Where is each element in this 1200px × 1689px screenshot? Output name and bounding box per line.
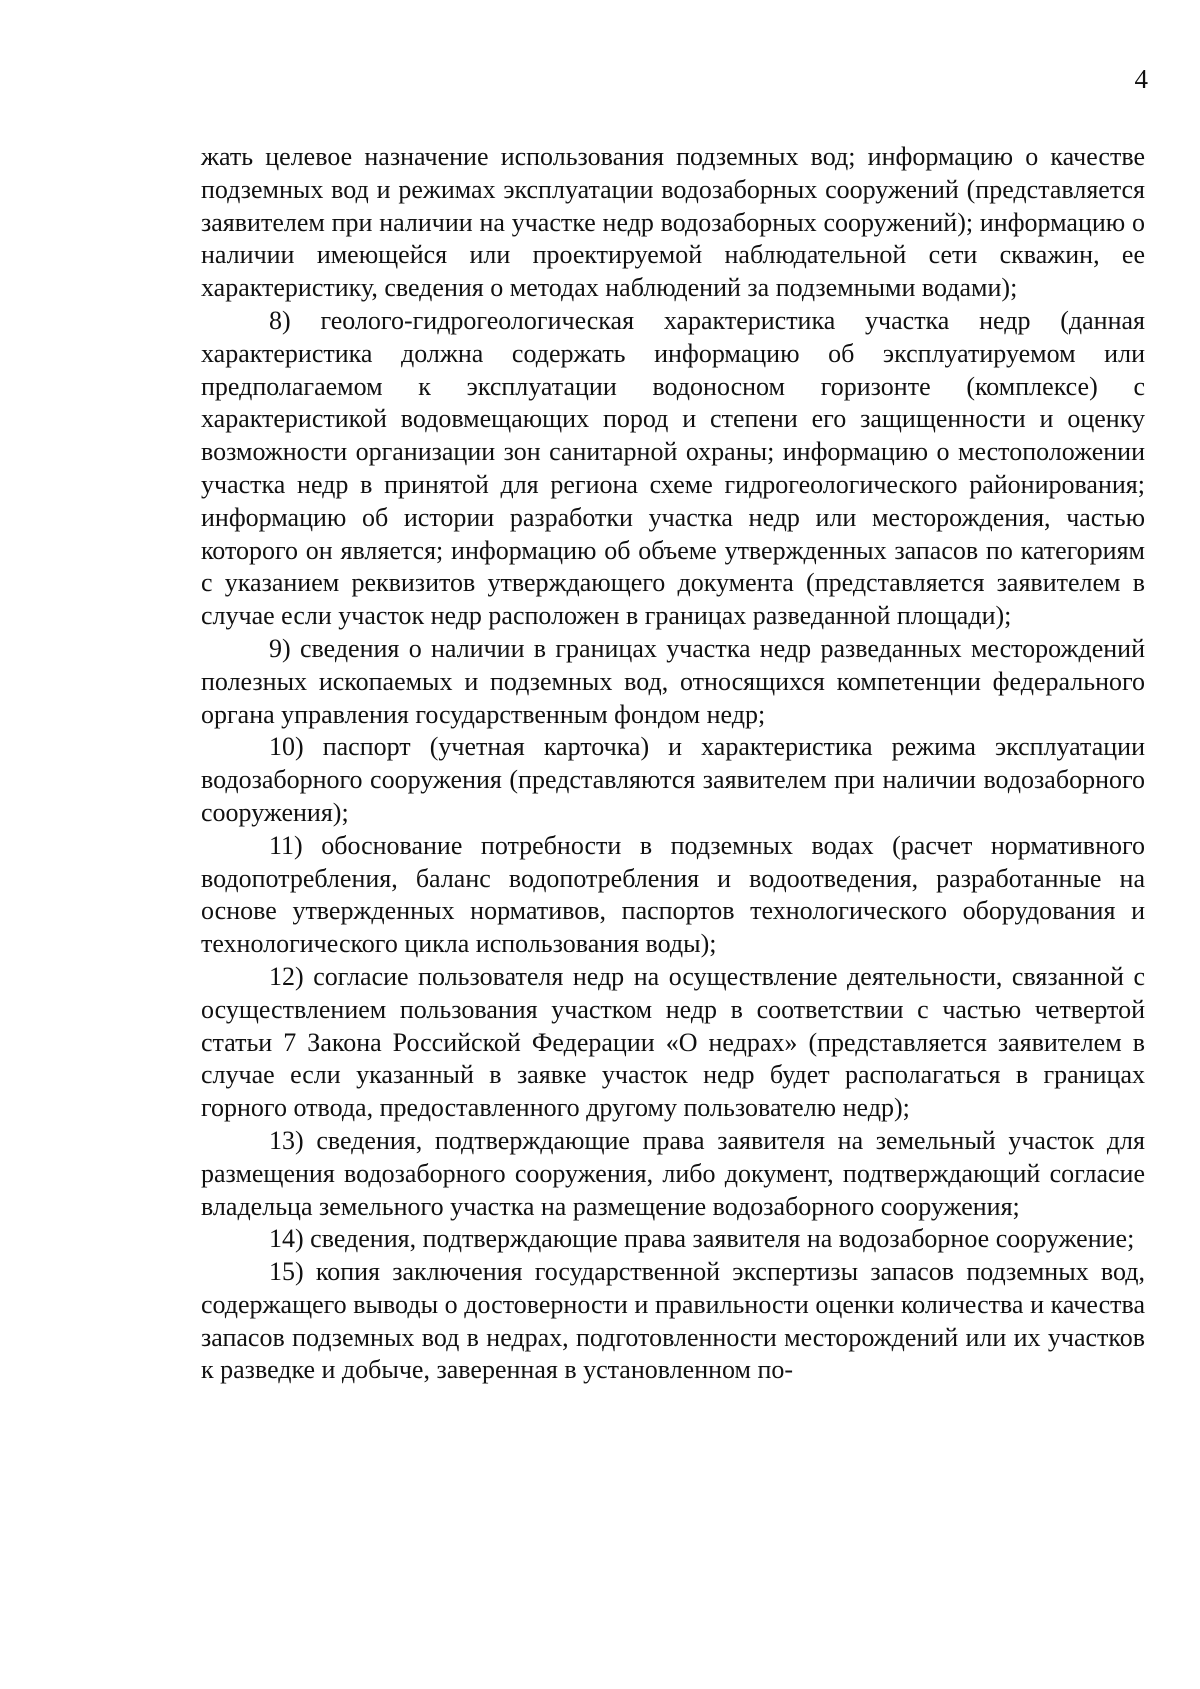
page-number: 4 [1134, 64, 1148, 94]
paragraph-continuation: жать целевое назначение использования подземных вод; информацию о качестве подземных вод и режимах эксплуатации водозаборных сооружений (представляется заявителем при наличии на участке недр водозаборных сооружений); информацию о наличии имеющейся или проектируемой наблюдательной сети скважин, ее характеристику, сведения о методах наблюдений за подземными водами); [201, 142, 1145, 303]
paragraph-item-11: 11) обоснование потребности в подземных водах (расчет нормативного водопотребления, баланс водопотребления и водоотведения, разработанные на основе утвержденных нормативов, паспортов технологического оборудования и технологического цикла использования воды); [201, 830, 1145, 959]
paragraph-item-10: 10) паспорт (учетная карточка) и характеристика режима эксплуатации водозаборного сооружения (представляются заявителем при наличии водозаборного сооружения); [201, 732, 1145, 827]
paragraph-item-9: 9) сведения о наличии в границах участка недр разведанных месторождений полезных ископаемых и подземных вод, относящихся компетенции федерального органа управления государственным фондом недр; [201, 633, 1145, 729]
paragraph-item-14: 14) сведения, подтверждающие права заявителя на водозаборное сооружение; [269, 1224, 1135, 1254]
paragraph-item-13: 13) сведения, подтверждающие права заявителя на земельный участок для размещения водозаборного сооружения, либо документ, подтверждающий согласие владельца земельного участка на размещение водозаборного сооружения; [201, 1125, 1145, 1221]
document-body [201, 141, 1145, 1387]
paragraph-item-15: 15) копия заключения государственной экспертизы запасов подземных вод, содержащего выводы о достоверности и правильности оценки количества и качества запасов подземных вод в недрах, подготовленности месторождений или их участков к разведке и добыче, заверенная в установленном по- [201, 1257, 1145, 1385]
paragraph-item-8: 8) геолого-гидрогеологическая характеристика участка недр (данная характеристика должна содержать информацию об эксплуатируемом или предполагаемом к эксплуатации водоносном горизонте (комплексе) с характеристикой водовмещающих пород и степени его защищенности и оценку возможности организации зон санитарной охраны; информацию о местоположении участка недр в принятой для региона схеме гидрогеологического районирования; информацию об истории разработки участка недр или месторождения, частью которого он является; информацию об объеме утвержденных запасов по категориям с указанием реквизитов утверждающего документа (представляется заявителем в случае если участок недр расположен в границах разведанной площади); [201, 305, 1145, 631]
paragraph-item-12: 12) согласие пользователя недр на осуществление деятельности, связанной с осуществлением пользования участком недр в соответствии с частью четвертой статьи 7 Закона Российской Федерации «О недрах» (представляется заявителем в случае если указанный в заявке участок недр будет располагаться в границах горного отвода, предоставленного другому пользователю недр); [201, 961, 1145, 1123]
